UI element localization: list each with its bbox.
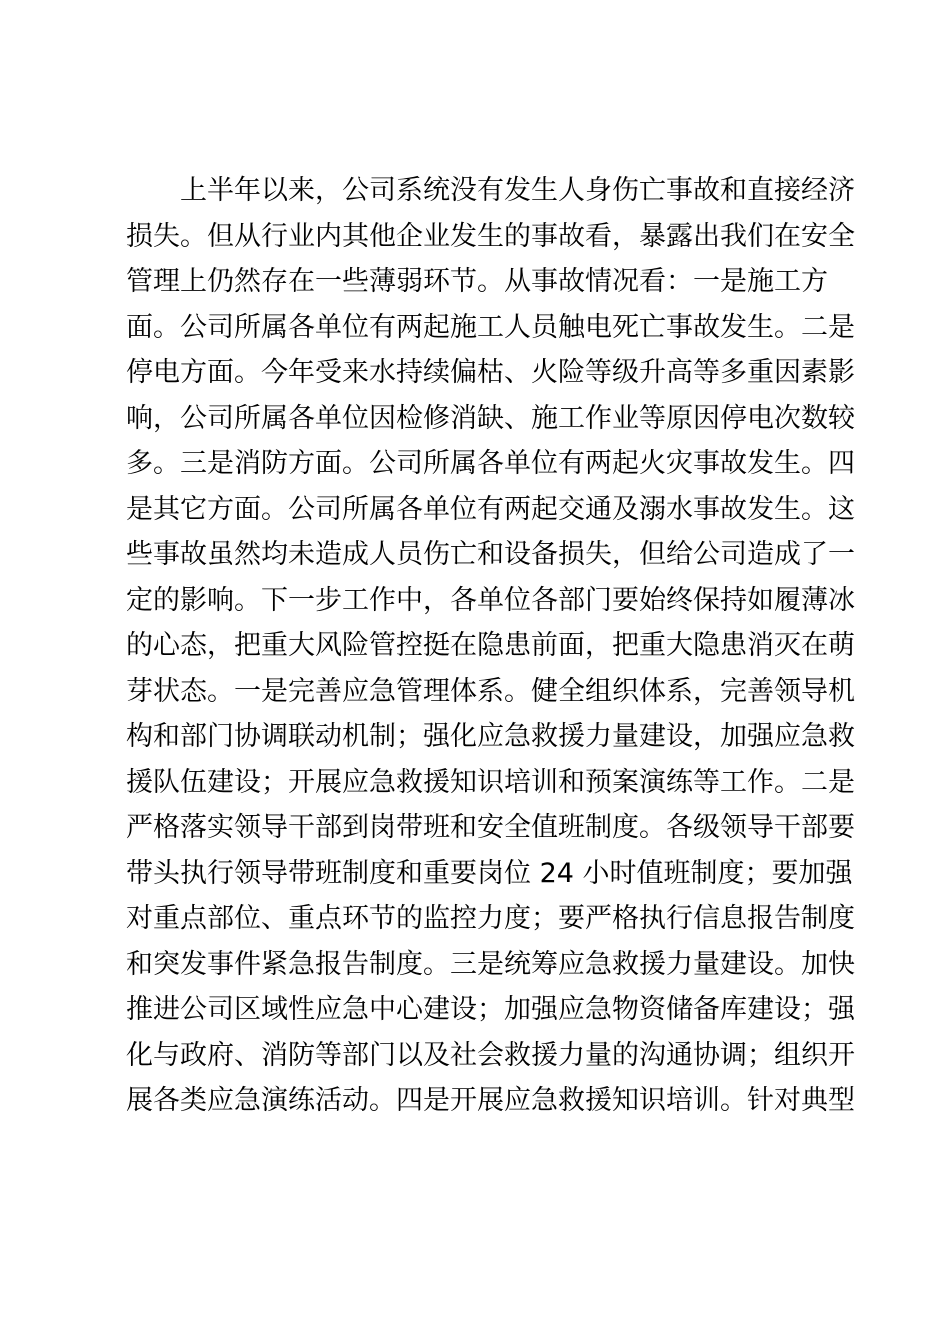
paragraph-line: 的心态，把重大风险管控挺在隐患前面，把重大隐患消灭在萌 [126,630,855,661]
paragraph-line: 损失。但从行业内其他企业发生的事故看，暴露出我们在安全 [126,220,855,252]
paragraph-line: 援队伍建设；开展应急救援知识培训和预案演练等工作。二是 [126,766,855,798]
paragraph-line: 上半年以来，公司系统没有发生人身伤亡事故和直接经济 [180,175,855,206]
paragraph-line: 构和部门协调联动机制；强化应急救援力量建设，加强应急救 [126,721,855,752]
paragraph-line: 推进公司区域性应急中心建设；加强应急物资储备库建设；强 [126,994,855,1025]
paragraph-line: 展各类应急演练活动。四是开展应急救援知识培训。针对典型 [126,1085,855,1116]
paragraph-line: 化与政府、消防等部门以及社会救援力量的沟通协调；组织开 [126,1039,855,1071]
paragraph-line: 是其它方面。公司所属各单位有两起交通及溺水事故发生。这 [126,493,855,525]
paragraph-line: 和突发事件紧急报告制度。三是统筹应急救援力量建设。加快 [126,948,855,980]
paragraph-line: 些事故虽然均未造成人员伤亡和设备损失，但给公司造成了一 [126,539,855,570]
paragraph-line: 响，公司所属各单位因检修消缺、施工作业等原因停电次数较 [126,402,855,434]
paragraph-line: 面。公司所属各单位有两起施工人员触电死亡事故发生。二是 [126,311,855,343]
body-paragraph [126,168,855,1124]
paragraph-line: 对重点部位、重点环节的监控力度；要严格执行信息报告制度 [126,903,855,934]
paragraph-line: 管理上仍然存在一些薄弱环节。从事故情况看：一是施工方 [126,266,828,297]
paragraph-line: 停电方面。今年受来水持续偏枯、火险等级升高等多重因素影 [126,357,855,388]
paragraph-line: 芽状态。一是完善应急管理体系。健全组织体系，完善领导机 [126,675,855,707]
paragraph-line: 定的影响。下一步工作中，各单位各部门要始终保持如履薄冰 [126,584,855,616]
paragraph-line: 多。三是消防方面。公司所属各单位有两起火灾事故发生。四 [126,448,855,479]
paragraph-line: 带头执行领导带班制度和重要岗位 24 小时值班制度；要加强 [126,857,853,889]
paragraph-line: 严格落实领导干部到岗带班和安全值班制度。各级领导干部要 [126,812,855,843]
